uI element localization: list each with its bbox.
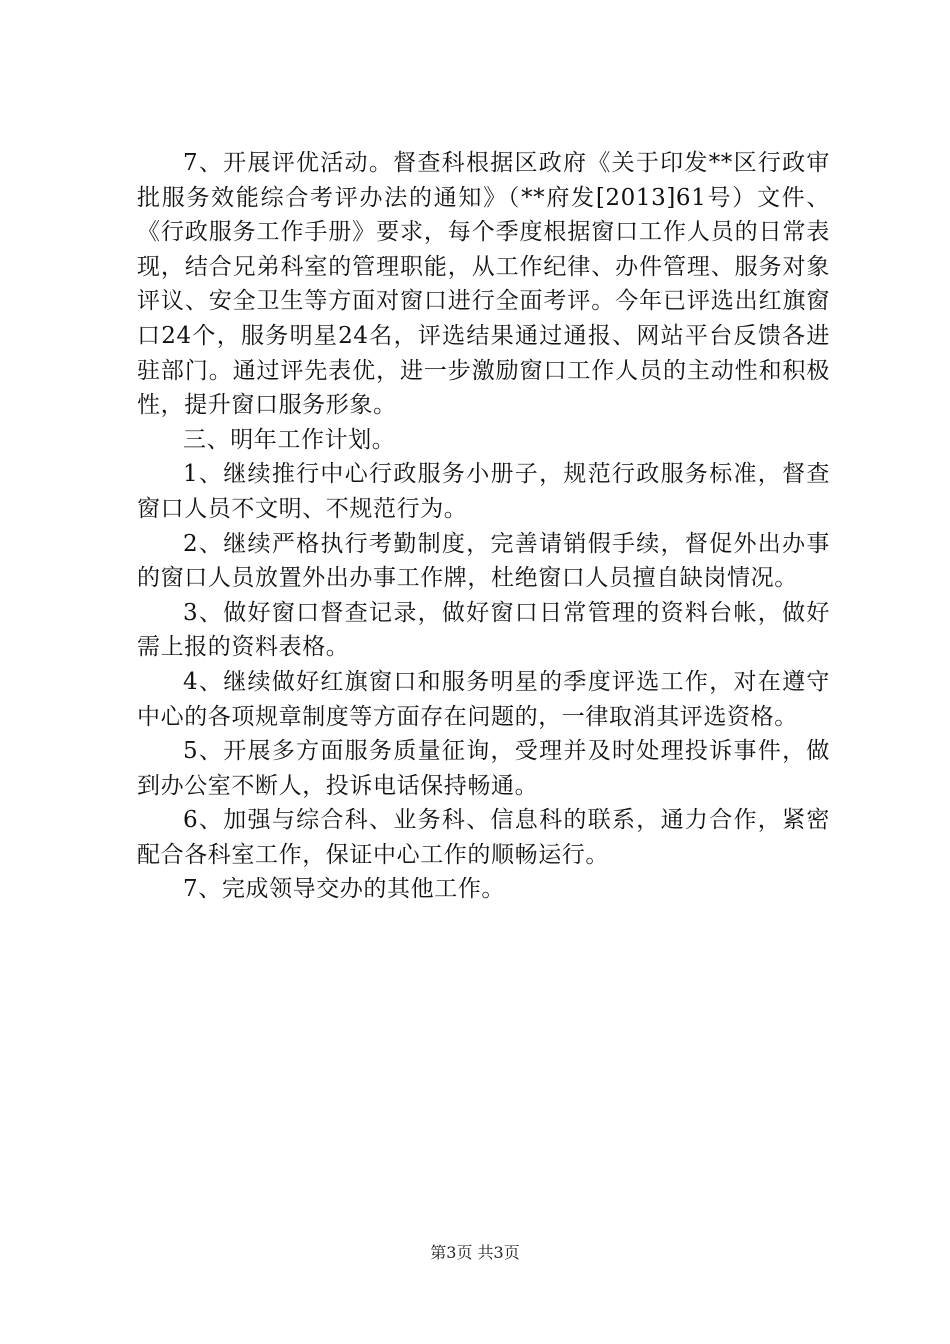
plan-item-7: 7、完成领导交办的其他工作。: [183, 876, 506, 903]
plan-item-3: 3、做好窗口督查记录，做好窗口日常管理的资料台帐，做好需上报的资料表格。: [137, 599, 830, 661]
plan-item-5: 5、开展多方面服务质量征询，受理并及时处理投诉事件，做到办公室不断人，投诉电话保持畅通。: [137, 738, 830, 799]
plan-item-2: 2、继续严格执行考勤制度，完善请销假手续，督促外出办事的窗口人员放置外出办事工作牌，杜绝窗口人员擅自缺岗情况。: [137, 530, 830, 592]
plan-item-6: 6、加强与综合科、业务科、信息科的联系，通力合作，紧密配合各科室工作，保证中心工作的顺畅运行。: [137, 807, 830, 868]
plan-item-4: 4、继续做好红旗窗口和服务明星的季度评选工作，对在遵守中心的各项规章制度等方面存在问题的，一律取消其评选资格。: [137, 668, 830, 730]
plan-item-1: 1、继续推行中心行政服务小册子，规范行政服务标准，督查窗口人员不文明、不规范行为。: [137, 461, 830, 522]
document-body: [137, 146, 830, 907]
page-footer: 第3页 共3页: [430, 1243, 520, 1262]
section-heading-next-year-plan: 三、明年工作计划。: [183, 426, 396, 453]
paragraph-evaluation-activity: 7、开展评优活动。督查科根据区政府《关于印发**区行政审批服务效能综合考评办法的通知》（**府发[2013]61号）文件、《行政服务工作手册》要求，每个季度根据窗口工作人员的日常表现，结合兄弟科室的管理职能，从工作纪律、办件管理、服务对象评议、安全卫生等方面对窗口进行全面考评。今年已评选出红旗窗口24个，服务明星24名，评选结果通过通报、网站平台反馈各进驻部门。通过评先表优，进一步激励窗口工作人员的主动性和积极性，提升窗口服务形象。: [137, 150, 830, 419]
